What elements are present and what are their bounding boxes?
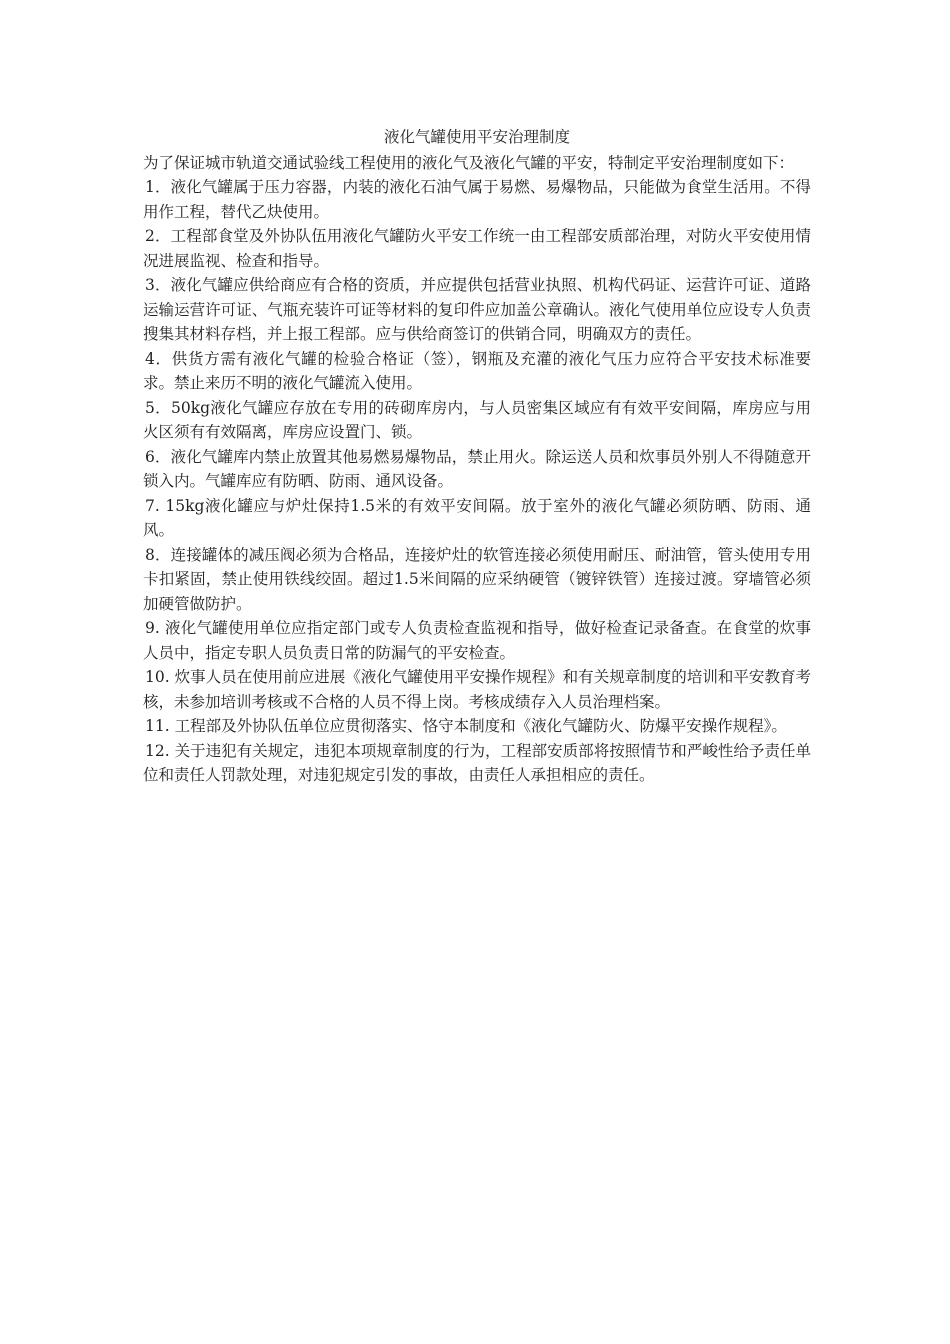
rule-item-7: 7. 15kg液化罐应与炉灶保持1.5米的有效平安间隔。放于室外的液化气罐必须防晒、防雨、通风。 <box>143 496 811 539</box>
rule-item-2: 2．工程部食堂及外协队伍用液化气罐防火平安工作统一由工程部安质部治理，对防火平安使用情况进展监视、检查和指导。 <box>143 227 811 270</box>
rule-item-3: 3．液化气罐应供给商应有合格的资质，并应提供包括营业执照、机构代码证、运营许可证、道路运输运营许可证、气瓶充装许可证等材料的复印件应加盖公章确认。液化气使用单位应设专人负责搜集其材料存档，并上报工程部。应与供给商签订的供销合同，明确双方的责任。 <box>143 276 811 343</box>
rule-item-8: 8．连接罐体的减压阀必须为合格品，连接炉灶的软管连接必须使用耐压、耐油管，管头使用专用卡扣紧固，禁止使用铁线绞固。超过1.5米间隔的应采纳硬管（镀锌铁管）连接过渡。穿墙管必须加硬管做防护。 <box>143 545 811 613</box>
intro-paragraph: 为了保证城市轨道交通试验线工程使用的液化气及液化气罐的平安，特制定平安治理制度如下： <box>143 153 795 172</box>
rule-item-1: 1．液化气罐属于压力容器，内装的液化石油气属于易燃、易爆物品，只能做为食堂生活用。不得用作工程，替代乙炔使用。 <box>143 178 811 221</box>
rule-item-12: 12. 关于违犯有关规定，违犯本项规章制度的行为，工程部安质部将按照情节和严峻性给予责任单位和责任人罚款处理，对违犯规定引发的事故，由责任人承担相应的责任。 <box>143 741 811 784</box>
document-body <box>143 125 811 788</box>
rule-item-10: 10. 炊事人员在使用前应进展《液化气罐使用平安操作规程》和有关规章制度的培训和平安教育考核，未参加培训考核或不合格的人员不得上岗。考核成绩存入人员治理档案。 <box>143 668 811 711</box>
rule-item-5: 5．50kg液化气罐应存放在专用的砖砌库房内，与人员密集区域应有有效平安间隔，库房应与用火区须有有效隔离，库房应设置门、锁。 <box>143 398 811 441</box>
rule-item-4: 4．供货方需有液化气罐的检验合格证（签），钢瓶及充灌的液化气压力应符合平安技术标准要求。禁止来历不明的液化气罐流入使用。 <box>143 349 811 392</box>
rule-item-11: 11. 工程部及外协队伍单位应贯彻落实、恪守本制度和《液化气罐防火、防爆平安操作规程》。 <box>145 717 787 735</box>
rule-item-6: 6．液化气罐库内禁止放置其他易燃易爆物品，禁止用火。除运送人员和炊事员外别人不得随意开锁入内。气罐库应有防晒、防雨、通风设备。 <box>143 447 811 490</box>
document-title: 液化气罐使用平安治理制度 <box>383 128 570 146</box>
rule-item-9: 9. 液化气罐使用单位应指定部门或专人负责检查监视和指导，做好检查记录备查。在食堂的炊事人员中，指定专职人员负责日常的防漏气的平安检查。 <box>143 619 811 662</box>
